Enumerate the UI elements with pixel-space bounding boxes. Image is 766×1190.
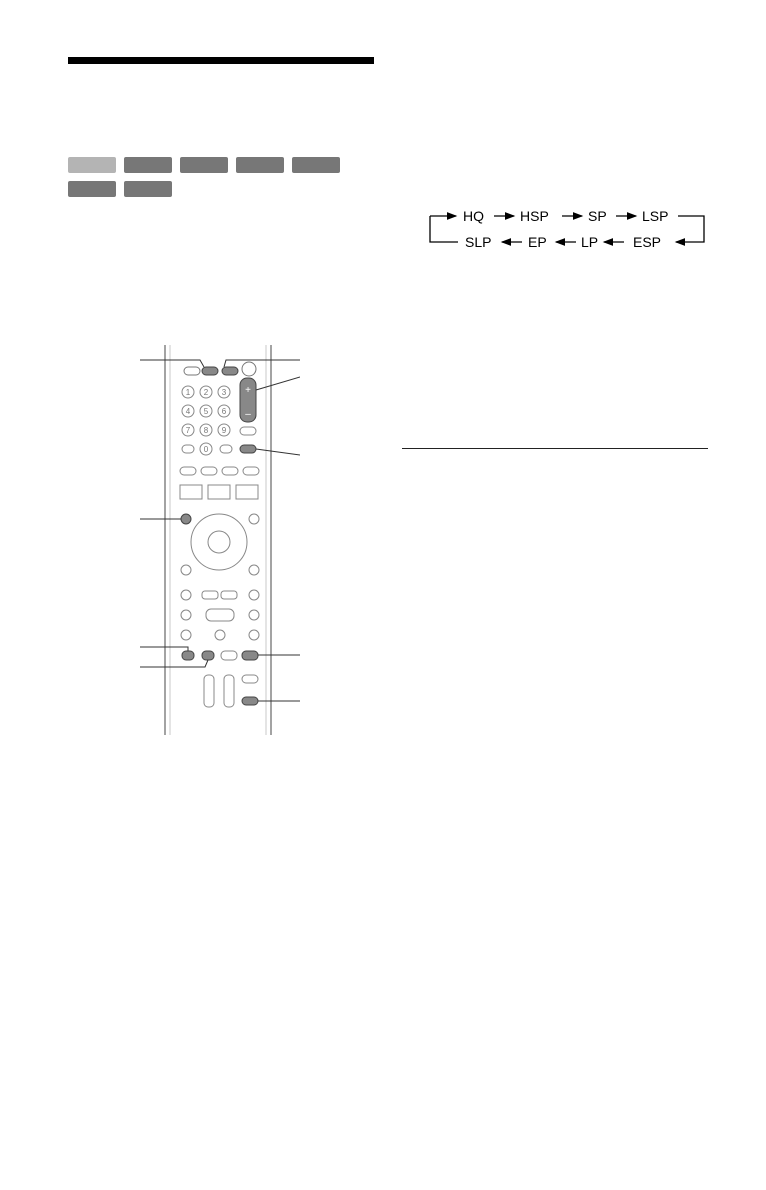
disc-badge (124, 181, 172, 197)
digit-label: 8 (203, 426, 209, 435)
recording-mode-cycle (410, 196, 710, 266)
volume-rocker[interactable] (204, 675, 214, 707)
digit-label: 2 (203, 388, 209, 397)
small-button[interactable] (240, 427, 256, 435)
digit-label: 9 (221, 426, 227, 435)
callout-line (256, 377, 300, 390)
mode-label: EP (528, 234, 547, 250)
highlighted-button[interactable] (242, 651, 258, 660)
color-button[interactable] (222, 467, 238, 475)
small-round-button[interactable] (181, 630, 191, 640)
mode-label: HQ (463, 208, 484, 224)
callout-line (140, 360, 204, 367)
highlighted-button[interactable] (202, 651, 214, 660)
remote-control-illustration (120, 345, 300, 735)
replay-button[interactable] (202, 591, 218, 599)
section-heading-rule (68, 57, 374, 64)
advance-button[interactable] (221, 591, 237, 599)
stop-button[interactable] (249, 630, 259, 640)
rewind-button[interactable] (181, 610, 191, 620)
disc-badge (68, 157, 116, 173)
menu-button[interactable] (208, 485, 230, 499)
play-button[interactable] (206, 609, 234, 621)
callout-line (256, 449, 300, 455)
callout-line (140, 647, 188, 651)
volume-rocker[interactable] (224, 675, 234, 707)
highlighted-button[interactable] (181, 514, 191, 524)
color-button[interactable] (243, 467, 259, 475)
disc-badge (124, 157, 172, 173)
callout-line (140, 660, 208, 667)
mode-label: SP (588, 208, 607, 224)
rocker-minus: – (245, 409, 251, 420)
highlighted-button[interactable] (202, 367, 218, 375)
highlighted-button[interactable] (242, 697, 258, 705)
power-button[interactable] (242, 362, 256, 376)
loop-left-line (430, 216, 458, 242)
digit-label: 7 (185, 426, 191, 435)
digit-label: 3 (221, 388, 227, 397)
mode-label: SLP (465, 234, 492, 250)
digit-label: 0 (203, 445, 209, 454)
clear-button[interactable] (220, 445, 232, 453)
eject-button[interactable] (184, 367, 200, 375)
disc-badge (180, 157, 228, 173)
section-divider (402, 448, 708, 449)
menu-button[interactable] (180, 485, 202, 499)
pause-button[interactable] (215, 630, 225, 640)
disc-badge (236, 157, 284, 173)
enter-button[interactable] (208, 531, 230, 553)
rocker-plus: + (245, 385, 251, 396)
highlighted-button[interactable] (222, 367, 238, 375)
mode-label: HSP (520, 208, 549, 224)
next-button[interactable] (249, 590, 259, 600)
small-button[interactable] (242, 675, 258, 683)
loop-right-line (676, 216, 704, 242)
small-round-button[interactable] (249, 565, 259, 575)
mode-label: ESP (633, 234, 662, 250)
dot-button[interactable] (182, 445, 194, 453)
menu-button[interactable] (236, 485, 258, 499)
disc-badge (68, 181, 116, 197)
small-round-button[interactable] (249, 514, 259, 524)
digit-label: 6 (221, 407, 227, 416)
small-round-button[interactable] (181, 565, 191, 575)
previous-button[interactable] (181, 590, 191, 600)
disc-badge (292, 157, 340, 173)
small-button[interactable] (221, 651, 237, 660)
highlighted-button[interactable] (182, 651, 194, 660)
digit-label: 4 (185, 407, 191, 416)
mode-label: LSP (642, 208, 669, 224)
color-button[interactable] (201, 467, 217, 475)
mode-label: LP (581, 234, 599, 250)
callout-line (224, 360, 300, 367)
fast-forward-button[interactable] (249, 610, 259, 620)
digit-label: 5 (203, 407, 209, 416)
highlighted-button[interactable] (240, 445, 256, 453)
color-button[interactable] (180, 467, 196, 475)
digit-label: 1 (185, 388, 191, 397)
